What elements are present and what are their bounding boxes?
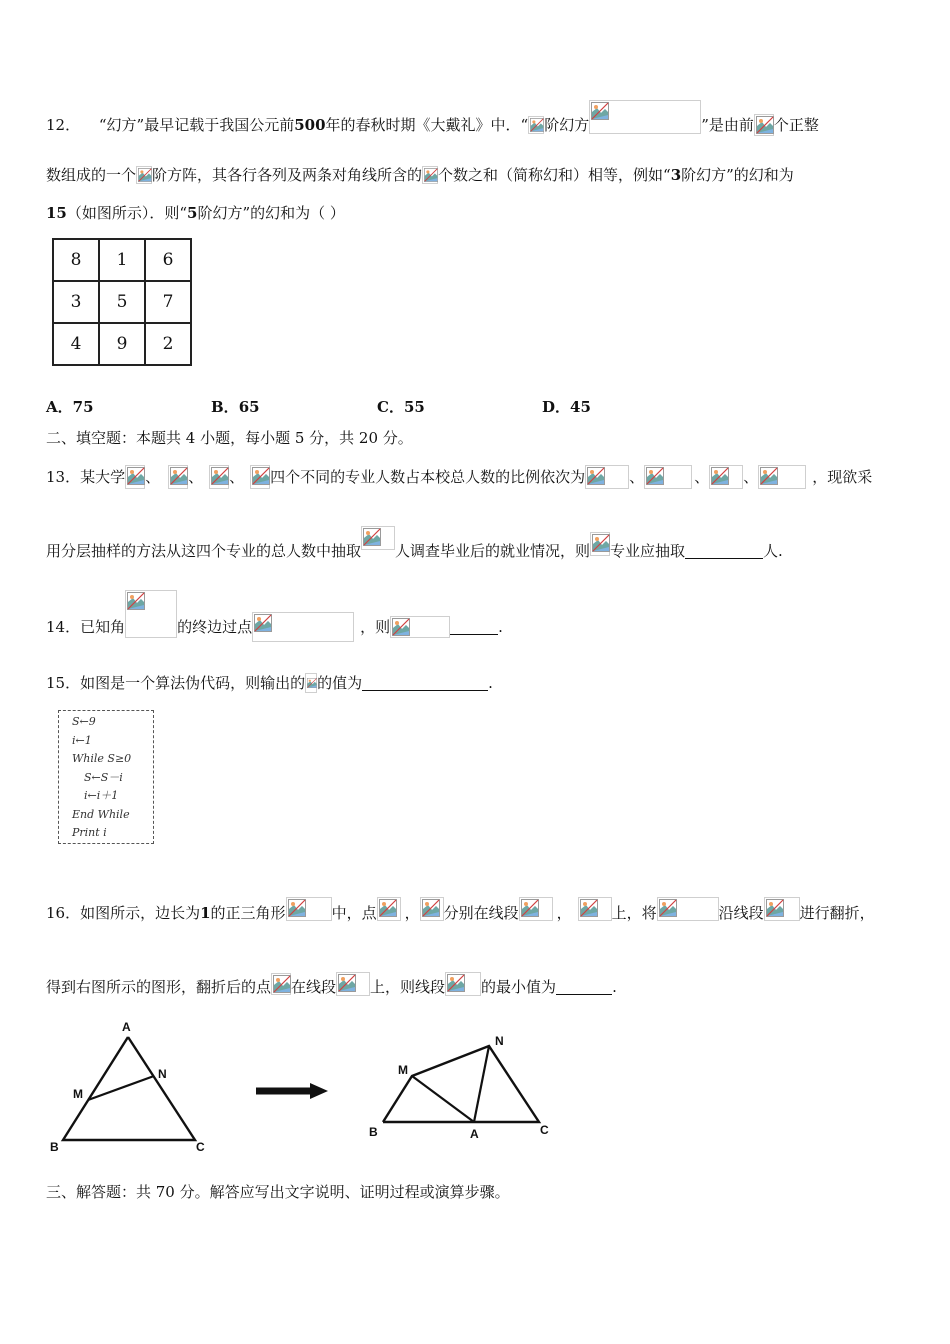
q12-text-2d: 3 (670, 166, 682, 184)
image-placeholder-icon (252, 612, 354, 642)
image-placeholder-icon (209, 465, 229, 489)
q16-text-k: 在线段 (291, 978, 337, 996)
q13-sep: 、 (229, 468, 245, 486)
q16-text-e: 分别在线段 (443, 904, 519, 922)
image-placeholder-icon (589, 100, 701, 134)
q13-text-e: 人调查毕业后的就业情况，则 (395, 542, 591, 560)
q12-text-2a: 数组成的一个 (46, 166, 137, 184)
q16-text-c: 中，点 (331, 904, 377, 922)
q16-one: 1 (200, 904, 211, 922)
label-C-left: C (196, 1140, 205, 1154)
q13-line1 (46, 465, 872, 489)
q16-text-g: 上，将 (611, 904, 657, 922)
q13-number: 13． (46, 468, 81, 486)
q16-text-i: 进行翻折， (799, 904, 875, 922)
q12-text-3d: 阶幻方”的幻和为（ ） (197, 204, 345, 222)
option-letter: C． (377, 398, 404, 416)
label-M-left: M (73, 1087, 83, 1101)
image-placeholder-icon (578, 897, 612, 921)
answer-blank[interactable] (556, 980, 612, 995)
image-placeholder-icon (420, 897, 444, 921)
option-value: 65 (238, 398, 260, 416)
option-value: 55 (403, 398, 425, 416)
q16-text-f: ， (556, 904, 572, 922)
q13-text-f: 专业应抽取 (610, 542, 686, 560)
magic-cell: 1 (99, 239, 145, 281)
image-placeholder-icon (657, 897, 719, 921)
q12-text-2b: 阶方阵，其各行各列及两条对角线所含的 (152, 166, 423, 184)
right-figure (383, 1046, 539, 1122)
magic-cell: 5 (99, 281, 145, 323)
q15-text-c: . (488, 674, 493, 692)
q14-text-c: ，则 (360, 618, 391, 636)
image-placeholder-icon (528, 116, 544, 134)
code-line: S←S－i (84, 770, 123, 784)
fold-line-MN (88, 1076, 154, 1100)
option-b[interactable] (211, 396, 260, 417)
image-placeholder-icon (644, 465, 692, 489)
magic-cell: 8 (53, 239, 99, 281)
magic-square (52, 238, 192, 366)
q12-line1 (46, 114, 819, 136)
option-d[interactable] (542, 396, 591, 417)
q16-text-l: 上，则线段 (370, 978, 446, 996)
q13-text-b: 四个不同的专业人数占本校总人数的比例依次为 (270, 468, 586, 486)
q12-year: 500 (294, 116, 326, 134)
q12-text-2c: 个数之和（简称幻和）相等，例如“ (438, 166, 671, 184)
magic-cell: 3 (53, 281, 99, 323)
code-line: Print i (72, 826, 107, 839)
q12-text-1c: 阶幻方 (544, 116, 590, 134)
image-placeholder-icon (125, 590, 177, 638)
answer-blank[interactable] (450, 620, 498, 635)
q12-number: 12． (46, 116, 81, 134)
section-3-title: 三、解答题：共 70 分。解答应写出文字说明、证明过程或演算步骤。 (46, 1183, 510, 1201)
q16-text-j: 得到右图所示的图形，翻折后的点 (46, 978, 272, 996)
option-a[interactable] (46, 396, 94, 417)
q13-sep: 、 (629, 468, 645, 486)
q16-line2 (46, 976, 617, 997)
q12-text-3c: 5 (187, 204, 198, 222)
option-value: 75 (72, 398, 94, 416)
q14-line (46, 612, 503, 642)
label-N-left: N (158, 1067, 167, 1081)
label-B-left: B (50, 1140, 59, 1154)
label-B-right: B (369, 1125, 378, 1139)
q16-text-m: 的最小值为 (481, 978, 557, 996)
triangle-figures (44, 1018, 564, 1156)
code-line: i←i＋1 (84, 789, 119, 802)
q14-text-b: 的终边过点 (177, 618, 253, 636)
q13-sep: 、 (145, 468, 161, 486)
image-placeholder-icon (764, 897, 800, 921)
code-line: While S≥0 (72, 752, 132, 765)
q13-text-c: ，现欲采 (812, 468, 873, 486)
q14-text-d: . (498, 618, 503, 636)
q15-text-b: 的值为 (317, 674, 363, 692)
option-c[interactable] (377, 396, 425, 417)
q15-number: 15． (46, 674, 81, 692)
q16-text-n: . (612, 978, 617, 996)
magic-cell: 7 (145, 281, 191, 323)
image-placeholder-icon (758, 465, 806, 489)
option-value: 45 (570, 398, 591, 416)
magic-cell: 2 (145, 323, 191, 365)
answer-blank[interactable] (685, 544, 763, 559)
q13-text-d: 用分层抽样的方法从这四个专业的总人数中抽取 (46, 542, 362, 560)
q16-text-a: 如图所示，边长为 (80, 904, 201, 922)
q12-text-1e: 个正整 (773, 116, 819, 134)
image-placeholder-icon (336, 972, 370, 996)
label-C-right: C (540, 1123, 549, 1137)
q15-line (46, 672, 493, 693)
image-placeholder-icon (250, 465, 270, 489)
image-placeholder-icon (709, 465, 743, 489)
image-placeholder-icon (377, 897, 401, 921)
option-letter: B． (211, 398, 239, 416)
magic-cell: 9 (99, 323, 145, 365)
q13-sep: 、 (743, 468, 759, 486)
q13-line2 (46, 540, 783, 561)
code-line: End While (72, 807, 130, 821)
image-placeholder-icon (585, 465, 629, 489)
arrow-head-icon (310, 1083, 328, 1099)
image-placeholder-icon (136, 166, 152, 184)
pseudocode-box (58, 710, 154, 844)
q12-text-3b: （如图所示）．则“ (66, 204, 188, 222)
code-line: i←1 (72, 733, 92, 747)
image-placeholder-icon (390, 616, 450, 638)
label-A-left: A (122, 1020, 131, 1034)
image-placeholder-icon (519, 897, 553, 921)
q12-text-2e: 阶幻方”的幻和为 (681, 166, 794, 184)
section-2-title: 二、填空题：本题共 4 小题，每小题 5 分，共 20 分。 (46, 429, 413, 447)
q14-number: 14． (46, 618, 81, 636)
image-placeholder-icon (422, 166, 438, 184)
option-letter: D． (542, 398, 571, 416)
label-A-right: A (470, 1127, 479, 1141)
image-placeholder-icon (754, 114, 774, 136)
q16-text-d: ， (404, 904, 420, 922)
q12-text-1d: ”是由前 (701, 116, 754, 134)
q12-line2 (46, 164, 794, 185)
q14-text-a: 已知角 (80, 618, 126, 636)
q13-sep: 、 (188, 468, 204, 486)
q12-line3 (46, 202, 345, 223)
code-line: S←9 (72, 715, 96, 728)
q13-text-a: 某大学 (80, 468, 126, 486)
image-placeholder-icon (271, 973, 291, 995)
image-placeholder-icon (125, 465, 145, 489)
q16-line1 (46, 902, 875, 923)
q12-text-1a: “幻方”最早记载于我国公元前 (98, 116, 295, 134)
q13-sep: 、 (694, 468, 710, 486)
label-N-right: N (495, 1034, 504, 1048)
image-placeholder-icon (445, 972, 481, 996)
q12-text-3a: 15 (46, 204, 67, 222)
q15-text-a: 如图是一个算法伪代码，则输出的 (80, 674, 306, 692)
image-placeholder-icon (286, 897, 332, 921)
option-letter: A． (46, 398, 73, 416)
q16-number: 16． (46, 904, 81, 922)
image-placeholder-icon (590, 532, 610, 556)
magic-cell: 6 (145, 239, 191, 281)
q12-text-1b: 年的春秋时期《大戴礼》中．“ (325, 116, 529, 134)
magic-cell: 4 (53, 323, 99, 365)
q13-text-g: 人. (763, 542, 783, 560)
image-placeholder-icon (168, 465, 188, 489)
q16-text-b: 的正三角形 (210, 904, 286, 922)
label-M-right: M (398, 1063, 408, 1077)
image-placeholder-icon (305, 673, 317, 693)
answer-blank[interactable] (362, 676, 488, 691)
image-placeholder-icon (361, 526, 395, 550)
q16-text-h: 沿线段 (718, 904, 764, 922)
